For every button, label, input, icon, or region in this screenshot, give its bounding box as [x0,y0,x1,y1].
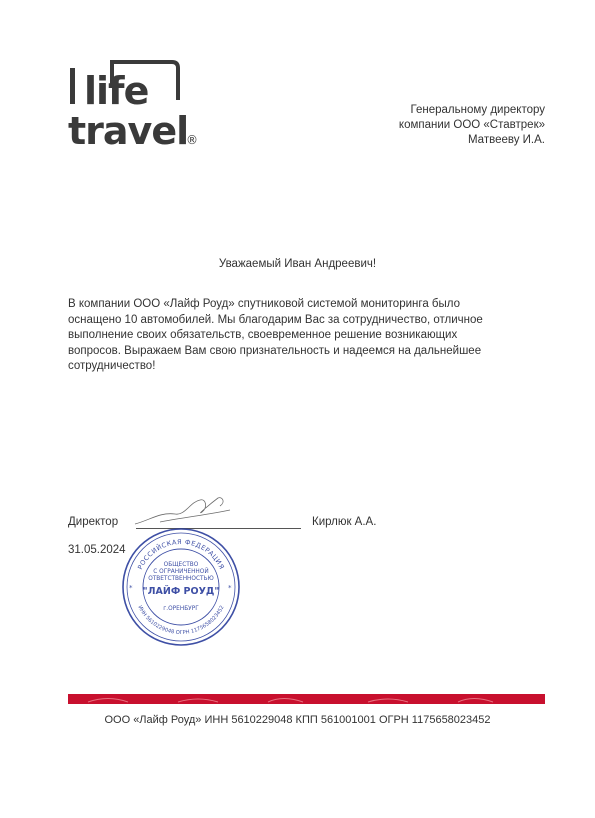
signer-role: Директор [68,516,119,528]
stamp-inner-line-3: ОТВЕТСТВЕННОСТЬЮ [148,576,214,582]
svg-text:*: * [129,584,133,592]
stamp-outer-text: РОССИЙСКАЯ ФЕДЕРАЦИЯ [136,537,226,571]
logo-travel: travel [68,109,189,153]
addressee-line-1: Генеральному директору [410,104,545,116]
stamp-city: г.ОРЕНБУРГ [163,606,199,612]
stamp-bottom-text: ИНН 5610229048 ОГРН 1175658023452 [136,604,226,637]
signer-name: Кирлюк А.А. [312,516,377,528]
logo-registered-mark: ® [186,133,198,147]
footer-decorative-band [68,694,545,704]
svg-text:*: * [228,584,232,592]
signature-date: 31.05.2024 [68,544,126,556]
logo-life: life [84,69,149,113]
stamp-inner-line-2: С ОГРАНИЧЕННОЙ [153,569,209,575]
life-travel-logo [64,54,214,154]
stamp-company: "ЛАЙФ РОУД" [142,586,220,597]
addressee-line-3: Матвееву И.А. [467,134,545,146]
stamp-inner-line-1: ОБЩЕСТВО [163,562,199,568]
footer-requisites: ООО «Лайф Роуд» ИНН 5610229048 КПП 561001001 ОГРН 1175658023452 [104,714,491,726]
addressee-block [399,103,545,148]
company-stamp [120,526,242,648]
greeting: Уважаемый Иван Андреевич! [218,258,377,270]
addressee-line-2: компании ООО «Ставтрек» [398,119,545,131]
letter-body: В компании ООО «Лайф Роуд» спутниковой системой мониторинга было оснащено 10 автомобилей. Мы благодарим Вас за сотрудничество, отличное выполнение своих обязательств, своевременное решение возникающих вопросов. Выражаем Вам свою признательность и надеемся на дальнейшее сотрудничество! [68,298,483,372]
